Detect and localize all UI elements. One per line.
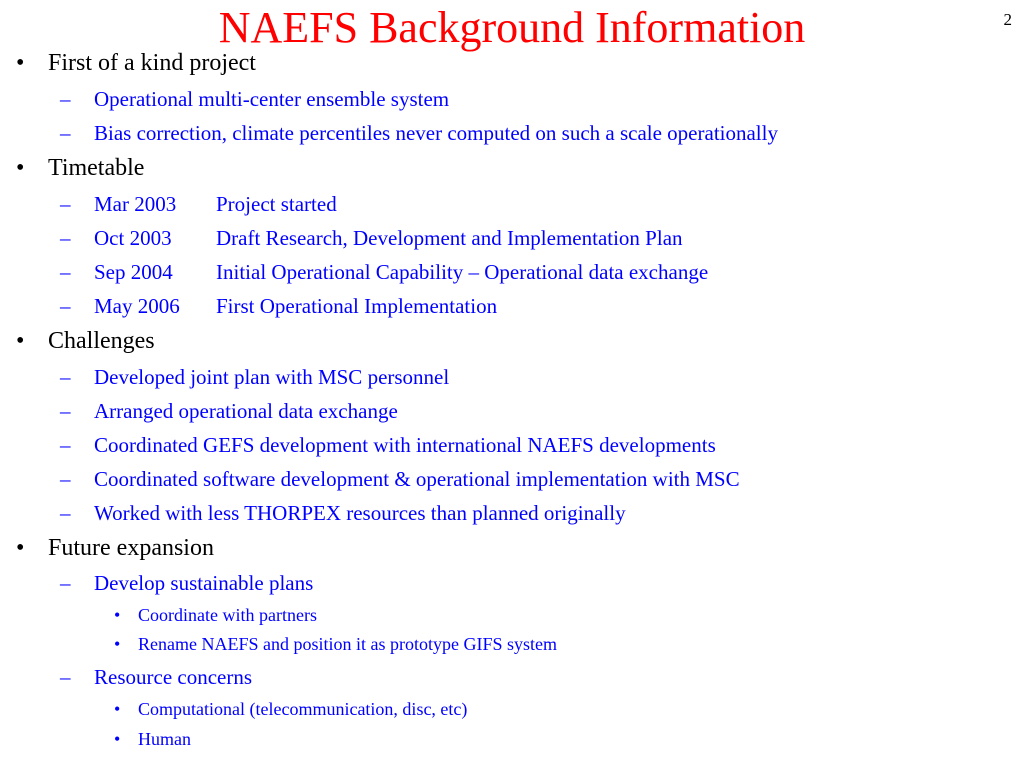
- sub-sub-item-text: Human: [138, 729, 191, 749]
- sub-item-text: Developed joint plan with MSC personnel: [94, 365, 450, 389]
- timeline-date: May 2006: [94, 294, 180, 318]
- bullet-text: Challenges: [48, 328, 155, 354]
- dash-marker: –: [60, 226, 71, 250]
- slide-title: NAEFS Background Information: [218, 3, 806, 52]
- sub-item-text: Resource concerns: [94, 665, 253, 689]
- dash-marker: –: [60, 121, 71, 145]
- small-bullet-marker: •: [114, 729, 121, 749]
- bullet-text: Timetable: [48, 155, 145, 181]
- bullet-marker: •: [16, 50, 25, 76]
- dash-marker: –: [60, 192, 71, 216]
- slide-number: 2: [1003, 10, 1012, 29]
- dash-marker: –: [60, 399, 71, 423]
- dash-marker: –: [60, 501, 71, 525]
- dash-marker: –: [60, 571, 71, 595]
- dash-marker: –: [60, 87, 71, 111]
- sub-item-text: Worked with less THORPEX resources than planned originally: [94, 501, 626, 525]
- sub-item-text: Bias correction, climate percentiles never computed on such a scale operationally: [94, 121, 778, 145]
- timeline-date: Oct 2003: [94, 226, 172, 250]
- sub-sub-item-text: Rename NAEFS and position it as prototype GIFS system: [138, 634, 557, 654]
- bullet-marker: •: [16, 328, 25, 354]
- timeline-event: Project started: [216, 192, 337, 216]
- dash-marker: –: [60, 665, 71, 689]
- small-bullet-marker: •: [114, 699, 121, 719]
- bullet-marker: •: [16, 535, 25, 561]
- sub-sub-item-text: Computational (telecommunication, disc, etc): [138, 699, 468, 719]
- small-bullet-marker: •: [114, 605, 121, 625]
- sub-item-text: Arranged operational data exchange: [94, 399, 398, 423]
- dash-marker: –: [60, 365, 71, 389]
- sub-item-text: Coordinated GEFS development with international NAEFS developments: [94, 433, 716, 457]
- dash-marker: –: [60, 433, 71, 457]
- bullet-text: Future expansion: [48, 535, 214, 561]
- timeline-date: Sep 2004: [94, 260, 173, 284]
- timeline-event: Initial Operational Capability – Operational data exchange: [216, 260, 709, 284]
- bullet-marker: •: [16, 155, 25, 181]
- timeline-date: Mar 2003: [94, 192, 177, 216]
- timeline-event: First Operational Implementation: [216, 294, 498, 318]
- dash-marker: –: [60, 294, 71, 318]
- dash-marker: –: [60, 260, 71, 284]
- small-bullet-marker: •: [114, 634, 121, 654]
- bullet-text: First of a kind project: [48, 50, 256, 76]
- dash-marker: –: [60, 467, 71, 491]
- sub-item-text: Coordinated software development & operational implementation with MSC: [94, 467, 740, 491]
- sub-sub-item-text: Coordinate with partners: [138, 605, 317, 625]
- sub-item-text: Develop sustainable plans: [94, 571, 314, 595]
- timeline-event: Draft Research, Development and Implementation Plan: [216, 226, 683, 250]
- sub-item-text: Operational multi-center ensemble system: [94, 87, 450, 111]
